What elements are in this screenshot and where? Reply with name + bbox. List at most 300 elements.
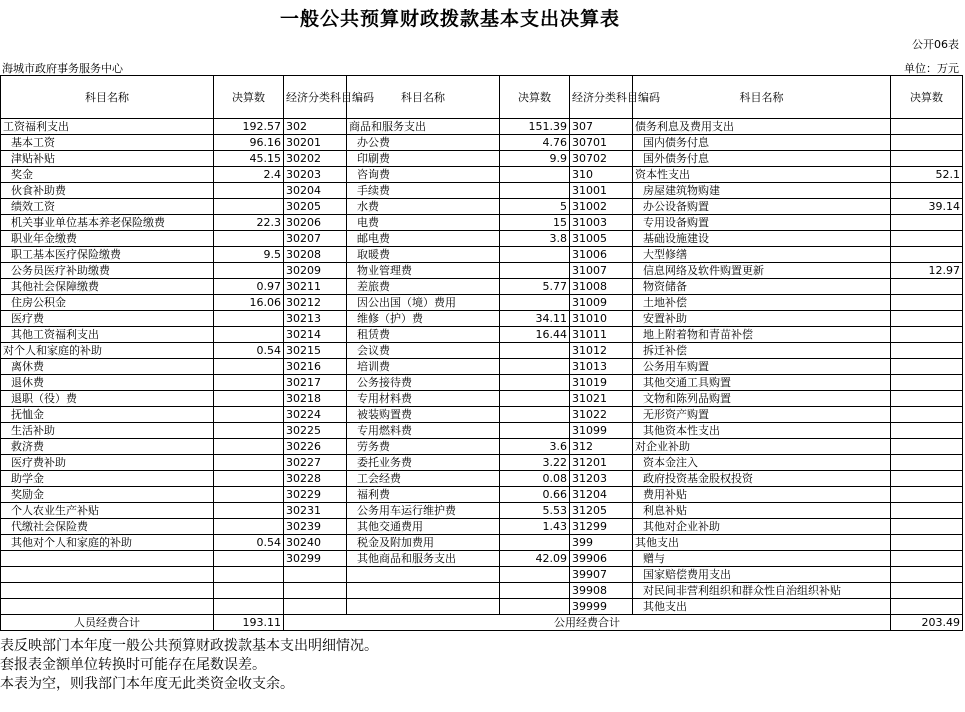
amount-3 [891,135,963,151]
subject-name-2: 会议费 [347,343,500,359]
amount-2: 0.66 [500,487,570,503]
amount-2 [500,567,570,583]
amount-2: 3.8 [500,231,570,247]
subject-name-1: 抚恤金 [1,407,214,423]
subject-name-2: 劳务费 [347,439,500,455]
econ-code-1: 30203 [284,167,347,183]
amount-2 [500,359,570,375]
amount-3 [891,311,963,327]
econ-code-2: 31019 [570,375,633,391]
econ-code-1: 30299 [284,551,347,567]
amount-3 [891,295,963,311]
table-row [1,311,963,327]
amount-1 [214,311,284,327]
public-total-label: 公用经费合计 [284,615,891,631]
subject-name-3: 其他支出 [633,535,891,551]
table-row [1,551,963,567]
table-row [1,247,963,263]
amount-3 [891,471,963,487]
econ-code-2: 31008 [570,279,633,295]
subject-name-3: 办公设备购置 [633,199,891,215]
amount-1 [214,583,284,599]
amount-2 [500,407,570,423]
econ-code-1: 30239 [284,519,347,535]
table-row [1,343,963,359]
amount-1 [214,503,284,519]
subject-name-2: 维修（护）费 [347,311,500,327]
subject-name-3: 其他交通工具购置 [633,375,891,391]
subject-name-3: 赠与 [633,551,891,567]
amount-3 [891,583,963,599]
subject-name-1: 奖励金 [1,487,214,503]
subject-name-1: 医疗费补助 [1,455,214,471]
econ-code-2: 39906 [570,551,633,567]
table-row [1,359,963,375]
subject-name-1: 住房公积金 [1,295,214,311]
subject-name-1: 伙食补助费 [1,183,214,199]
table-row [1,167,963,183]
subject-name-1: 职业年金缴费 [1,231,214,247]
econ-code-1: 30240 [284,535,347,551]
amount-3: 39.14 [891,199,963,215]
subject-name-2 [347,583,500,599]
amount-2: 1.43 [500,519,570,535]
subject-name-1: 津贴补贴 [1,151,214,167]
amount-2: 3.6 [500,439,570,455]
econ-code-1 [284,567,347,583]
subject-name-1: 其他对个人和家庭的补助 [1,535,214,551]
subject-name-2: 专用燃料费 [347,423,500,439]
table-row [1,599,963,615]
econ-code-2: 31005 [570,231,633,247]
amount-1 [214,567,284,583]
table-row [1,583,963,599]
subject-name-2 [347,567,500,583]
amount-2: 0.08 [500,471,570,487]
table-row [1,231,963,247]
subject-name-3: 其他对企业补助 [633,519,891,535]
econ-code-1: 30204 [284,183,347,199]
subject-name-3: 拆迁补偿 [633,343,891,359]
econ-code-2: 312 [570,439,633,455]
amount-1 [214,327,284,343]
econ-code-2: 31002 [570,199,633,215]
econ-code-2: 31204 [570,487,633,503]
econ-code-1: 302 [284,119,347,135]
econ-code-2: 30702 [570,151,633,167]
amount-1: 96.16 [214,135,284,151]
econ-code-1: 30209 [284,263,347,279]
econ-code-2: 39908 [570,583,633,599]
econ-code-2: 31021 [570,391,633,407]
amount-3 [891,455,963,471]
subject-name-1: 工资福利支出 [1,119,214,135]
amount-1 [214,439,284,455]
amount-2: 16.44 [500,327,570,343]
subject-name-3: 国外债务付息 [633,151,891,167]
table-row [1,199,963,215]
econ-code-2: 31201 [570,455,633,471]
table-row [1,215,963,231]
econ-code-1: 30225 [284,423,347,439]
header-row [1,76,963,119]
subject-name-1: 奖金 [1,167,214,183]
econ-code-1: 30211 [284,279,347,295]
subject-name-3: 大型修缮 [633,247,891,263]
subject-name-1 [1,567,214,583]
subject-name-2: 专用材料费 [347,391,500,407]
econ-code-2: 31006 [570,247,633,263]
subject-name-3: 基础设施建设 [633,231,891,247]
subject-name-2: 取暖费 [347,247,500,263]
econ-code-2: 31205 [570,503,633,519]
subject-name-3: 债务利息及费用支出 [633,119,891,135]
subject-name-2: 税金及附加费用 [347,535,500,551]
amount-1 [214,183,284,199]
amount-3 [891,535,963,551]
subject-name-1: 退职（役）费 [1,391,214,407]
totals-row [1,615,963,631]
amount-2 [500,423,570,439]
amount-1 [214,599,284,615]
subject-name-2: 委托业务费 [347,455,500,471]
amount-2 [500,183,570,199]
econ-code-1: 30202 [284,151,347,167]
amount-2 [500,583,570,599]
header-name-1: 科目名称 [1,76,214,119]
subject-name-3: 其他支出 [633,599,891,615]
econ-code-1: 30224 [284,407,347,423]
subject-name-1: 助学金 [1,471,214,487]
subject-name-1: 个人农业生产补贴 [1,503,214,519]
subject-name-3: 信息网络及软件购置更新 [633,263,891,279]
subject-name-3: 房屋建筑物购建 [633,183,891,199]
amount-1: 0.54 [214,535,284,551]
subject-name-1: 公务员医疗补助缴费 [1,263,214,279]
subject-name-2: 其他商品和服务支出 [347,551,500,567]
subject-name-3: 其他资本性支出 [633,423,891,439]
subject-name-3: 对企业补助 [633,439,891,455]
header-name-3: 科目名称 [633,76,891,119]
amount-1: 2.4 [214,167,284,183]
subject-name-3: 政府投资基金股权投资 [633,471,891,487]
amount-1 [214,263,284,279]
subject-name-2: 水费 [347,199,500,215]
form-code: 公开06表 [912,38,959,51]
econ-code-1 [284,599,347,615]
subject-name-3: 土地补偿 [633,295,891,311]
table-row [1,455,963,471]
amount-1 [214,199,284,215]
subject-name-1: 其他社会保障缴费 [1,279,214,295]
amount-3 [891,599,963,615]
amount-3 [891,503,963,519]
econ-code-1: 30216 [284,359,347,375]
subject-name-1: 对个人和家庭的补助 [1,343,214,359]
subject-name-2: 差旅费 [347,279,500,295]
amount-3 [891,391,963,407]
amount-3: 12.97 [891,263,963,279]
amount-3 [891,215,963,231]
econ-code-1: 30201 [284,135,347,151]
subject-name-2 [347,599,500,615]
subject-name-1 [1,583,214,599]
econ-code-1: 30227 [284,455,347,471]
econ-code-1: 30215 [284,343,347,359]
amount-1 [214,391,284,407]
amount-1 [214,375,284,391]
econ-code-1: 30207 [284,231,347,247]
subject-name-2: 电费 [347,215,500,231]
amount-1 [214,487,284,503]
amount-3 [891,519,963,535]
amount-2: 5.53 [500,503,570,519]
table-row [1,135,963,151]
table-row [1,487,963,503]
subject-name-2: 印刷费 [347,151,500,167]
organization-name: 海城市政府事务服务中心 [2,62,123,75]
table-row [1,263,963,279]
subject-name-2: 工会经费 [347,471,500,487]
subject-name-1: 救济费 [1,439,214,455]
amount-1 [214,551,284,567]
subject-name-3: 物资储备 [633,279,891,295]
amount-3 [891,119,963,135]
amount-1 [214,519,284,535]
econ-code-1: 30213 [284,311,347,327]
amount-3 [891,551,963,567]
table-row [1,535,963,551]
subject-name-2: 因公出国（境）费用 [347,295,500,311]
econ-code-2: 310 [570,167,633,183]
econ-code-2: 31099 [570,423,633,439]
econ-code-1: 30231 [284,503,347,519]
amount-1: 192.57 [214,119,284,135]
econ-code-1 [284,583,347,599]
subject-name-1: 退休费 [1,375,214,391]
subject-name-2: 物业管理费 [347,263,500,279]
note-line: 表反映部门本年度一般公共预算财政拨款基本支出明细情况。 [0,638,378,654]
econ-code-2: 31011 [570,327,633,343]
header-code-2: 经济分类科目编码 [570,76,633,119]
amount-1: 22.3 [214,215,284,231]
subject-name-3: 资本性支出 [633,167,891,183]
econ-code-2: 31012 [570,343,633,359]
subject-name-2: 邮电费 [347,231,500,247]
table-body [1,119,963,615]
subject-name-2: 租赁费 [347,327,500,343]
amount-3 [891,487,963,503]
econ-code-1: 30217 [284,375,347,391]
econ-code-1: 30206 [284,215,347,231]
table-row [1,119,963,135]
public-total-value: 203.49 [891,615,963,631]
amount-2: 151.39 [500,119,570,135]
subject-name-1: 医疗费 [1,311,214,327]
amount-1 [214,359,284,375]
amount-3 [891,343,963,359]
subject-name-3: 利息补贴 [633,503,891,519]
table-row [1,295,963,311]
amount-1 [214,423,284,439]
subject-name-1: 职工基本医疗保险缴费 [1,247,214,263]
amount-1 [214,471,284,487]
subject-name-3: 无形资产购置 [633,407,891,423]
subject-name-1: 基本工资 [1,135,214,151]
amount-3 [891,327,963,343]
header-name-2: 科目名称 [347,76,500,119]
subject-name-3: 国家赔偿费用支出 [633,567,891,583]
amount-3 [891,567,963,583]
amount-1: 0.97 [214,279,284,295]
notes [0,637,378,694]
amount-1: 9.5 [214,247,284,263]
subject-name-1: 绩效工资 [1,199,214,215]
econ-code-1: 30218 [284,391,347,407]
amount-2: 15 [500,215,570,231]
subject-name-3: 资本金注入 [633,455,891,471]
econ-code-1: 30205 [284,199,347,215]
report-title: 一般公共预算财政拨款基本支出决算表 [279,8,620,30]
subject-name-1: 机关事业单位基本养老保险缴费 [1,215,214,231]
amount-2: 3.22 [500,455,570,471]
amount-2: 5 [500,199,570,215]
note-line: 套报表金额单位转换时可能存在尾数误差。 [0,657,266,673]
table-row [1,327,963,343]
econ-code-2: 307 [570,119,633,135]
amount-3 [891,151,963,167]
econ-code-1: 30229 [284,487,347,503]
amount-2 [500,599,570,615]
subject-name-3: 对民间非营利组织和群众性自治组织补贴 [633,583,891,599]
econ-code-2: 31009 [570,295,633,311]
amount-3: 52.1 [891,167,963,183]
table-row [1,439,963,455]
subject-name-3: 专用设备购置 [633,215,891,231]
econ-code-2: 31299 [570,519,633,535]
header-amount-3: 决算数 [891,76,963,119]
econ-code-2: 31007 [570,263,633,279]
table-row [1,471,963,487]
econ-code-2: 31203 [570,471,633,487]
amount-2 [500,343,570,359]
table-row [1,407,963,423]
table-row [1,567,963,583]
econ-code-2: 31013 [570,359,633,375]
table-row [1,503,963,519]
subject-name-2: 商品和服务支出 [347,119,500,135]
subject-name-3: 费用补贴 [633,487,891,503]
amount-3 [891,439,963,455]
amount-3 [891,359,963,375]
amount-3 [891,407,963,423]
header-amount-1: 决算数 [214,76,284,119]
econ-code-1: 30208 [284,247,347,263]
econ-code-1: 30214 [284,327,347,343]
table-row [1,423,963,439]
amount-1: 16.06 [214,295,284,311]
amount-1: 45.15 [214,151,284,167]
amount-2: 4.76 [500,135,570,151]
econ-code-2: 31010 [570,311,633,327]
amount-1 [214,455,284,471]
subject-name-1: 代缴社会保险费 [1,519,214,535]
subject-name-2: 福利费 [347,487,500,503]
subject-name-1: 离休费 [1,359,214,375]
amount-2 [500,375,570,391]
subject-name-3: 地上附着物和青苗补偿 [633,327,891,343]
amount-2: 34.11 [500,311,570,327]
subject-name-1 [1,599,214,615]
header-code-1: 经济分类科目编码 [284,76,347,119]
econ-code-2: 399 [570,535,633,551]
subject-name-3: 国内债务付息 [633,135,891,151]
econ-code-2: 31003 [570,215,633,231]
subject-name-3: 公务用车购置 [633,359,891,375]
table-row [1,391,963,407]
amount-1 [214,231,284,247]
subject-name-3: 文物和陈列品购置 [633,391,891,407]
amount-2 [500,295,570,311]
subject-name-1 [1,551,214,567]
table-row [1,375,963,391]
header-amount-2: 决算数 [500,76,570,119]
personnel-total-label: 人员经费合计 [1,615,214,631]
unit-label: 单位：万元 [904,62,959,75]
subject-name-3: 安置补助 [633,311,891,327]
amount-2 [500,535,570,551]
table-row [1,151,963,167]
econ-code-2: 31001 [570,183,633,199]
amount-2: 42.09 [500,551,570,567]
subject-name-2: 咨询费 [347,167,500,183]
subject-name-1: 生活补助 [1,423,214,439]
amount-3 [891,231,963,247]
amount-1: 0.54 [214,343,284,359]
amount-3 [891,247,963,263]
econ-code-1: 30212 [284,295,347,311]
amount-3 [891,375,963,391]
econ-code-2: 30701 [570,135,633,151]
econ-code-1: 30228 [284,471,347,487]
subject-name-2: 手续费 [347,183,500,199]
econ-code-2: 31022 [570,407,633,423]
amount-2 [500,247,570,263]
subject-name-2: 被装购置费 [347,407,500,423]
subject-name-2: 其他交通费用 [347,519,500,535]
amount-2 [500,167,570,183]
personnel-total-value: 193.11 [214,615,284,631]
amount-2: 5.77 [500,279,570,295]
amount-2 [500,263,570,279]
note-line: 本表为空，则我部门本年度无此类资金收支余。 [0,676,294,692]
subject-name-2: 办公费 [347,135,500,151]
econ-code-2: 39999 [570,599,633,615]
subject-name-2: 培训费 [347,359,500,375]
table-row [1,279,963,295]
table-row [1,519,963,535]
amount-3 [891,423,963,439]
econ-code-2: 39907 [570,567,633,583]
amount-2 [500,391,570,407]
table-row [1,183,963,199]
subject-name-2: 公务用车运行维护费 [347,503,500,519]
econ-code-1: 30226 [284,439,347,455]
amount-3 [891,279,963,295]
subject-name-2: 公务接待费 [347,375,500,391]
amount-2: 9.9 [500,151,570,167]
expenditure-table [0,75,963,631]
